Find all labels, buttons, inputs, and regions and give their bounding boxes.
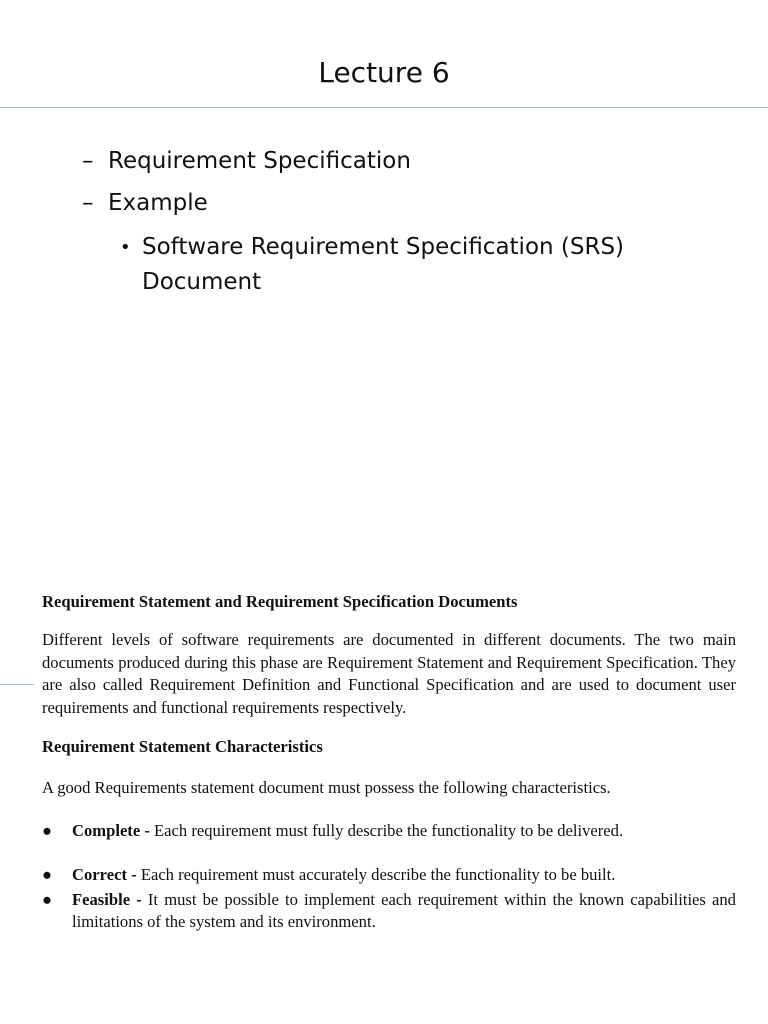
title-divider — [0, 107, 768, 108]
list-item — [42, 864, 736, 887]
section-heading: Requirement Statement Characteristics — [42, 737, 323, 756]
item-text: Each requirement must accurately describe the functionality to be built. — [140, 865, 616, 884]
dash-marker: – — [82, 148, 94, 174]
bullet-marker: • — [120, 237, 131, 258]
bullet-text: Example — [108, 190, 208, 216]
item-term: Feasible - — [72, 889, 142, 909]
slide-title: Lecture 6 — [318, 56, 450, 89]
item-term: Complete - — [72, 820, 150, 840]
document-paragraph: Different levels of software requirements are documented in different documents. The two main documents produced during this phase are Requirement Statement and Requirement Specification. They are also called Requirement Definition and Functional Specification and are used to document user requirements and functional requirements respectively. — [42, 630, 736, 717]
document-heading: Requirement Statement and Requirement Specification Documents — [42, 592, 518, 611]
bullet-item — [82, 140, 722, 182]
sub-bullet-text: Software Requirement Specification (SRS) Document — [142, 234, 625, 295]
bullet-icon: ● — [42, 820, 53, 840]
list-item — [42, 820, 736, 843]
bullet-text: Requirement Specification — [108, 148, 411, 174]
bullet-icon: ● — [42, 889, 53, 909]
document-excerpt — [42, 592, 736, 934]
slide-edge-divider — [0, 684, 34, 685]
list-item — [42, 889, 736, 934]
intro-sentence: A good Requirements statement document must possess the following characteristics. — [42, 778, 611, 797]
bullet-item — [82, 182, 722, 224]
bullet-icon: ● — [42, 865, 53, 884]
dash-marker: – — [82, 190, 94, 216]
item-text: Each requirement must fully describe the functionality to be delivered. — [154, 820, 624, 840]
slide-bullets — [82, 140, 722, 300]
item-term: Correct - — [72, 865, 137, 884]
sub-bullet-item — [120, 230, 722, 300]
item-text: It must be possible to implement each requirement within the known capabilities and limitations of the system and its environment. — [72, 889, 736, 931]
